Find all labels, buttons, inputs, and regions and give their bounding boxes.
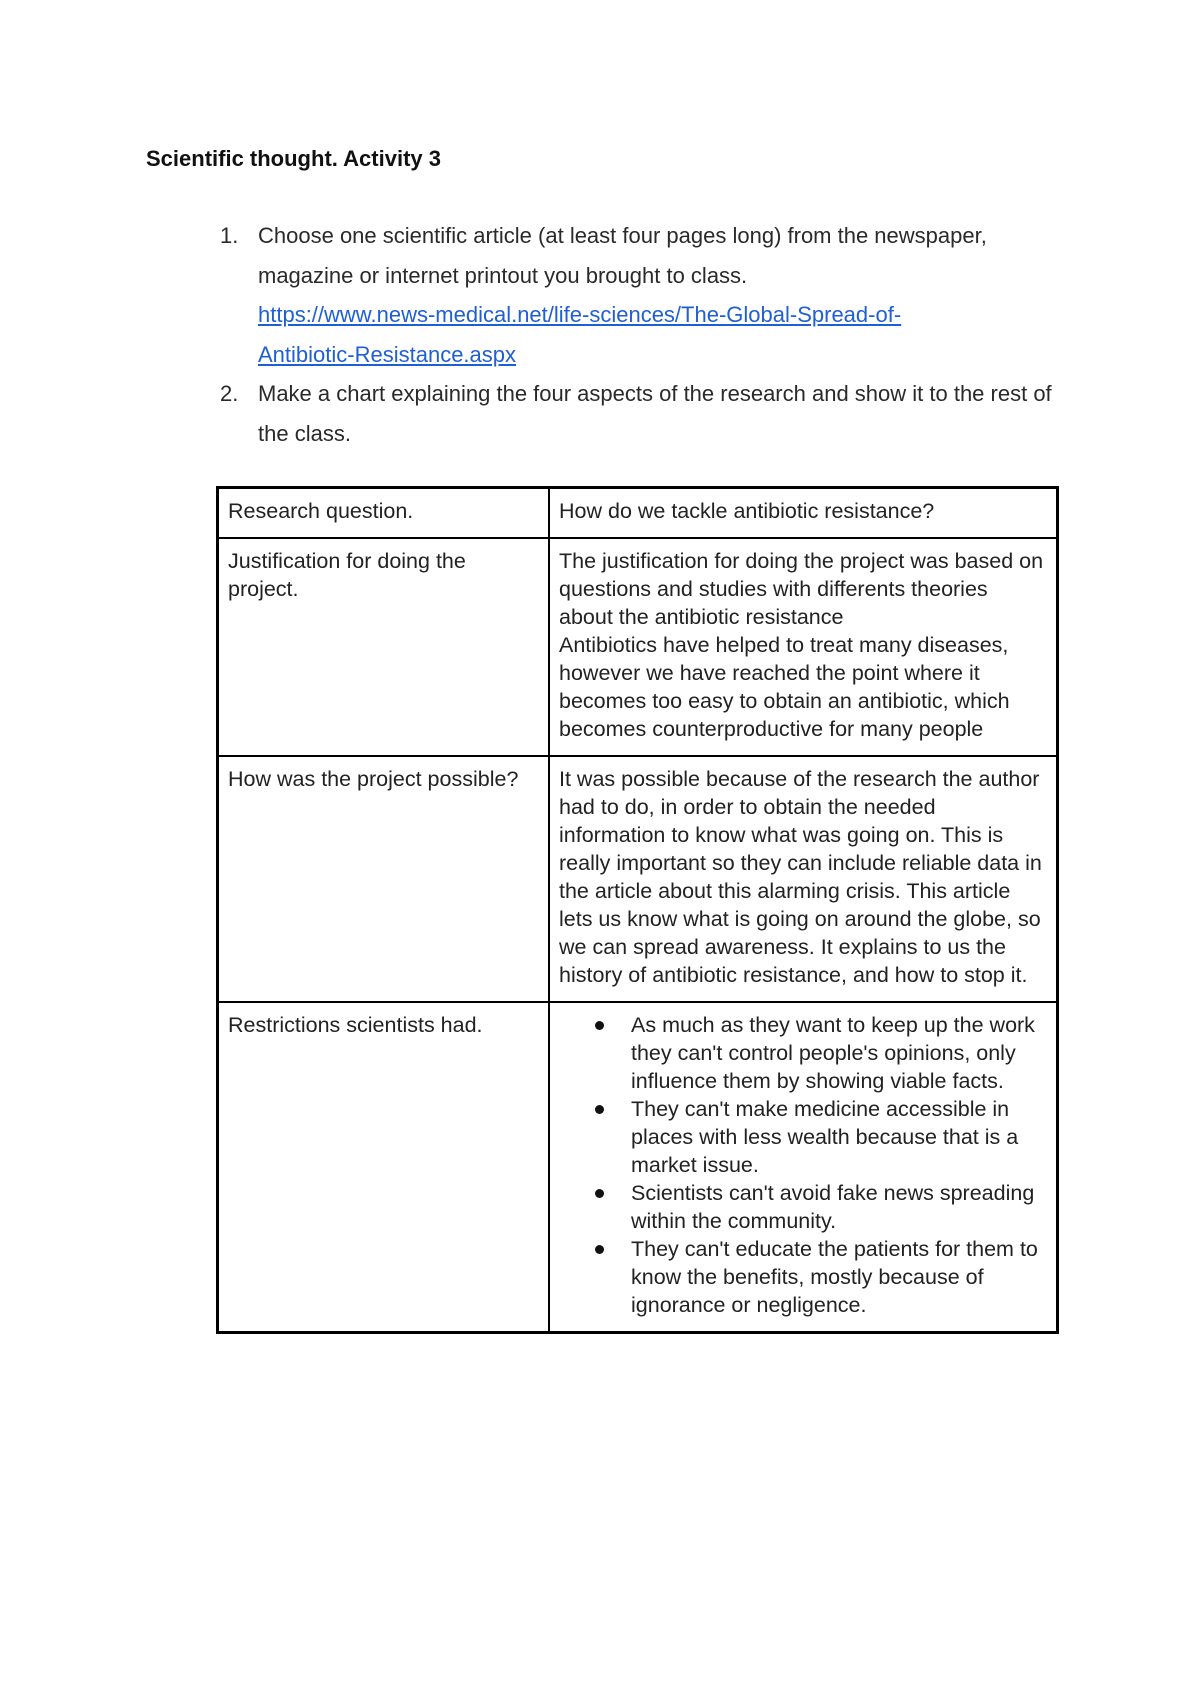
step-text: Choose one scientific article (at least four pages long) from the newspaper, magazine or internet printout you brought to class. bbox=[258, 223, 987, 288]
article-link-line-1: https://www.news-medical.net/life-sciences/The-Global-Spread-of- bbox=[258, 302, 902, 327]
table-row bbox=[218, 488, 1058, 539]
restriction-text: Scientists can't avoid fake news spreading within the community. bbox=[631, 1181, 1035, 1233]
row-label-research-question: Research question. bbox=[218, 488, 550, 539]
table-row bbox=[218, 1002, 1058, 1333]
list-item bbox=[631, 1179, 1047, 1235]
restriction-text: They can't educate the patients for them to know the benefits, mostly because of ignorance or negligence. bbox=[631, 1237, 1038, 1317]
research-table bbox=[216, 486, 1059, 1334]
row-label-restrictions: Restrictions scientists had. bbox=[218, 1002, 550, 1333]
list-number: 2. bbox=[220, 381, 239, 406]
table-row bbox=[218, 538, 1058, 756]
instructions-list bbox=[220, 216, 1070, 453]
list-number: 1. bbox=[220, 223, 239, 248]
list-item bbox=[631, 1011, 1047, 1095]
row-answer-restrictions bbox=[549, 1002, 1058, 1333]
row-label-justification: Justification for doing the project. bbox=[218, 538, 550, 756]
justification-paragraph: Antibiotics have helped to treat many diseases, however we have reached the point where it becomes too easy to obtain an antibiotic, which becomes counterproductive for many people bbox=[559, 633, 1010, 741]
list-item bbox=[631, 1095, 1047, 1179]
row-answer-how-possible: It was possible because of the research the author had to do, in order to obtain the needed information to know what was going on. This is really important so they can include reliable data in the article about this alarming crisis. This article lets us know what is going on around the globe, so we can spread awareness. It explains to us the history of antibiotic resistance, and how to stop it. bbox=[549, 756, 1058, 1002]
bullet-icon bbox=[595, 1189, 604, 1198]
bullet-icon bbox=[595, 1245, 604, 1254]
justification-paragraph: The justification for doing the project was based on questions and studies with differents theories about the antibiotic resistance bbox=[559, 549, 1044, 629]
restrictions-list bbox=[559, 1011, 1047, 1319]
restriction-text: They can't make medicine accessible in places with less wealth because that is a market issue. bbox=[631, 1097, 1019, 1177]
table-row bbox=[218, 756, 1058, 1002]
row-label-how-possible: How was the project possible? bbox=[218, 756, 550, 1002]
bullet-icon bbox=[595, 1105, 604, 1114]
list-item bbox=[631, 1235, 1047, 1319]
list-item bbox=[220, 374, 1070, 453]
bullet-icon bbox=[595, 1021, 604, 1030]
page-title: Scientific thought. Activity 3 bbox=[146, 146, 441, 171]
article-link-line-2: Antibiotic-Resistance.aspx bbox=[258, 341, 517, 367]
step-text: Make a chart explaining the four aspects of the research and show it to the rest of the class. bbox=[258, 381, 1052, 446]
row-answer-justification bbox=[549, 538, 1058, 756]
list-item bbox=[220, 216, 1070, 374]
row-answer-research-question: How do we tackle antibiotic resistance? bbox=[549, 488, 1058, 539]
restriction-text: As much as they want to keep up the work they can't control people's opinions, only influence them by showing viable facts. bbox=[631, 1013, 1035, 1093]
article-link[interactable] bbox=[258, 302, 901, 367]
